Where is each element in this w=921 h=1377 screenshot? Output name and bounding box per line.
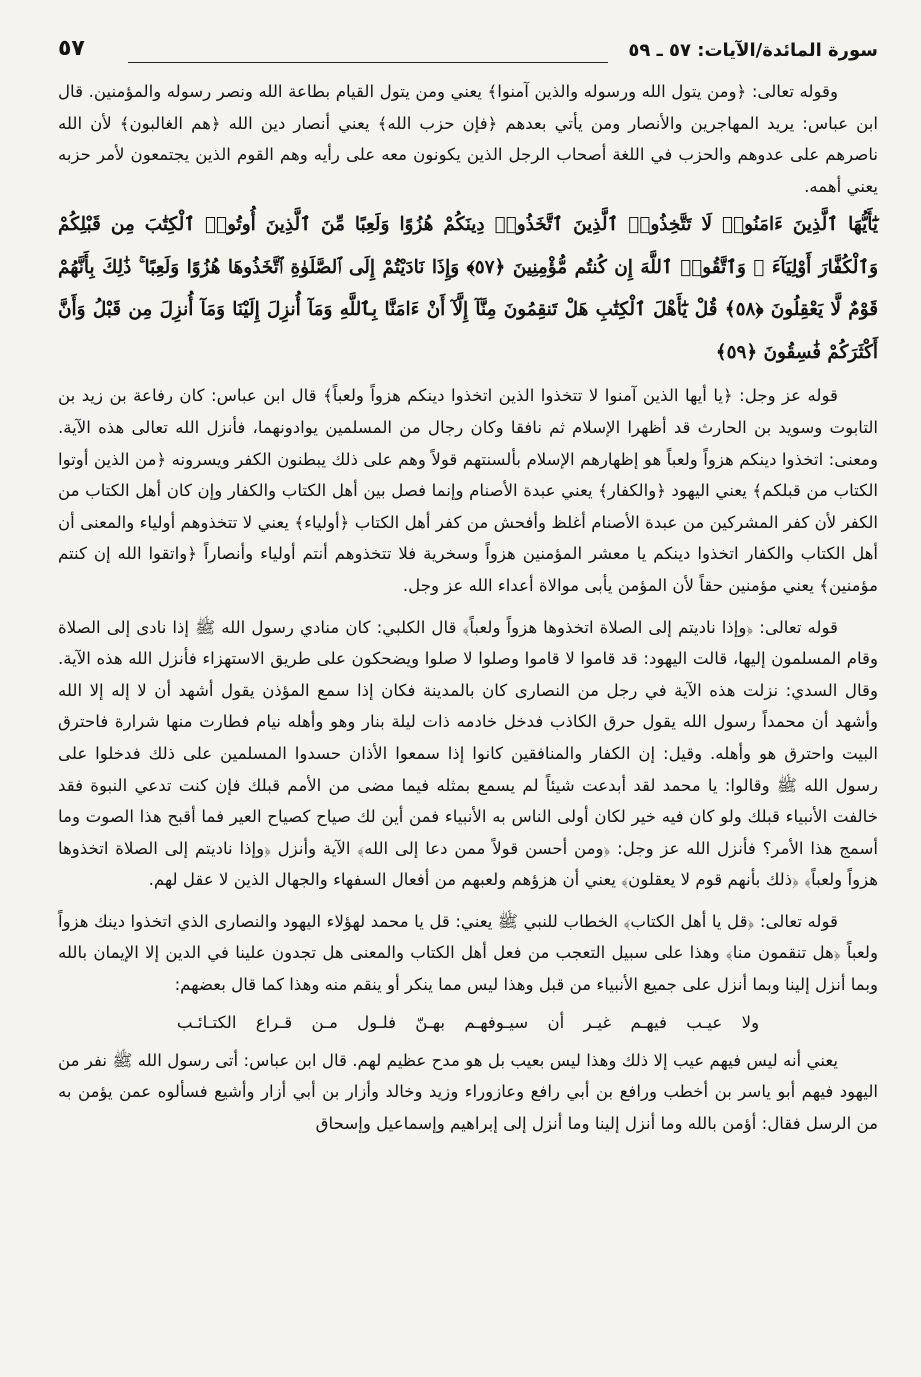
commentary-paragraph: وقوله تعالى: ﴿ومن يتول الله ورسوله والذين آمنوا﴾ يعني ومن يتول القيام بطاعة الله ونصر رسوله والمؤمنين. قال ابن عباس: يريد المهاجرين والأنصار ومن يأتي بعدهم ﴿فإن حزب الله﴾ يعني أنصار دين الله ﴿هم الغالبون﴾ لأن الله ناصرهم على عدوهم والحزب في اللغة أصحاب الرجل الذين يكونون معه على رأيه وهم القوم الذين يجتمعون لأمر حزبه يعني أهمه. [58, 82, 878, 196]
poem-first-hemistich: ولا عيـب فيهـم غيـر أن سيـوفهـم [464, 1012, 760, 1032]
page-number: ٥٧ [58, 36, 85, 61]
paragraph-gap [58, 896, 878, 906]
commentary-paragraph: يعني أنه ليس فيهم عيب إلا ذلك وهذا ليس بعيب بل هو مدح عظيم لهم. قال ابن عباس: أتى رسول الله ﷺ نفر من اليهود فيهم أبو ياسر بن أخطب ورافع بن أبي رافع وعازوراء وزيد وخالد وأزار بن أبي أزار وأشيع فسألوه عمن يؤمن به من الرسل فقال: أؤمن بالله وما أنزل إلينا وما أنزل إلى إبراهيم وإسماعيل وإسحاق [58, 1050, 878, 1133]
paragraph-gap [58, 602, 878, 612]
commentary-paragraph: قوله تعالى: ﴿قل يا أهل الكتاب﴾ الخطاب للنبي ﷺ يعني: قل يا محمد لهؤلاء اليهود والنصارى الذي اتخذوا دينك هزواً ولعباً ﴿هل تنقمون منا﴾ وهذا على سبيل التعجب من فعل أهل الكتاب والمعنى هل تجدون علينا في الدين إلا الإيمان بالله وبما أنزل إلينا وبما أنزل على جميع الأنبياء من قبل وهذا ليس مما ينكر أو ينقم منه وهذا كما قال بعضهم: [58, 911, 878, 995]
poem-second-hemistich: بهـنّ فلـول مـن قـراع الكتـائـب [176, 1012, 446, 1032]
running-title: سورة المائدة/الآيات: ٥٧ ـ ٥٩ [628, 40, 878, 61]
quran-verses-block: يَٰٓأَيُّهَا ٱلَّذِينَ ءَامَنُوا۟ لَا تَتَّخِذُوا۟ ٱلَّذِينَ ٱتَّخَذُوا۟ دِينَكُمْ هُزُوًا وَلَعِبًا مِّنَ ٱلَّذِينَ أُوتُوا۟ ٱلْكِتَٰبَ مِن قَبْلِكُمْ وَٱلْكُفَّارَ أَوْلِيَآءَ ۚ وَٱتَّقُوا۟ ٱللَّهَ إِن كُنتُم مُّؤْمِنِينَ ﴿٥٧﴾ وَإِذَا نَادَيْتُمْ إِلَى ٱلصَّلَوٰةِ ٱتَّخَذُوهَا هُزُوًا وَلَعِبًا ۚ ذَٰلِكَ بِأَنَّهُمْ قَوْمٌ لَّا يَعْقِلُونَ ﴿٥٨﴾ قُلْ يَٰٓأَهْلَ ٱلْكِتَٰبِ هَلْ تَنقِمُونَ مِنَّآ إِلَّآ أَنْ ءَامَنَّا بِٱللَّهِ وَمَآ أُنزِلَ إِلَيْنَا وَمَآ أُنزِلَ مِن قَبْلُ وَأَنَّ أَكْثَرَكُمْ فَٰسِقُونَ ﴿٥٩﴾ [58, 214, 878, 363]
document-page [58, 36, 878, 1346]
poem-verse [58, 1007, 878, 1039]
page-header [58, 36, 878, 76]
commentary-paragraph: قوله عز وجل: ﴿يا أيها الذين آمنوا لا تتخذوا الذين اتخذوا دينكم هزواً ولعباً﴾ قال ابن عباس: كان رفاعة بن زيد بن التابوت وسويد بن الحارث قد أظهرا الإسلام ثم نافقا وكان رجال من المسلمين يوادونهما، فأنزل الله تعالى هذه الآية. ومعنى: اتخذوا دينكم هزواً ولعباً هو إظهارهم الإسلام بألسنتهم قولاً وهم على ذلك يبطنون الكفر ويسرونه ﴿من الذين أوتوا الكتاب من قبلكم﴾ يعني اليهود ﴿والكفار﴾ يعني عبدة الأصنام وإنما فصل بين أهل الكتاب والكفار وإن كان أهل الكتاب من الكفر لأن كفر المشركين من عبدة الأصنام أغلظ وأفحش من كفر أهل الكتاب ﴿أولياء﴾ يعني لا تتخذوهم أولياء والمعنى أن أهل الكتاب والكفار اتخذوا دينكم يا معشر المؤمنين هزواً وسخرية فلا تتخذوهم أنتم أولياء وأنصاراً ﴿واتقوا الله إن كنتم مؤمنين﴾ يعني مؤمنين حقاً لأن المؤمن يأبى موالاة أعداء الله عز وجل. [58, 386, 878, 595]
header-rule [128, 62, 608, 63]
commentary-paragraph: قوله تعالى: ﴿وإذا ناديتم إلى الصلاة اتخذوها هزواً ولعباً﴾ قال الكلبي: كان منادي رسول الله ﷺ إذا نادى إلى الصلاة وقام المسلمون إليها، قالت اليهود: قد قاموا لا قاموا وصلوا لا صلوا ويضحكون على طريق الاستهزاء فأنزل الله هذه الآية. وقال السدي: نزلت هذه الآية في رجل من النصارى كان بالمدينة فكان إذا سمع المؤذن يقول أشهد أن لا إله إلا الله وأشهد أن محمداً رسول الله يقول حرق الكاذب فدخل خادمه ذات ليلة بنار وهو وأهله نيام فطارت منها شرارة فاحترق البيت واحترق هو وأهله. وقيل: إن الكفار والمنافقين كانوا إذا سمعوا الأذان حسدوا المسلمين على ذلك فدخلوا على رسول الله ﷺ وقالوا: يا محمد لقد أبدعت شيئاً لم يسمع بمثله فيما مضى من الأمم قبلك فإن كنت تدعي النبوة فقد خالفت الأنبياء قبلك ولو كان فيه خير لكان أولى الناس به الأنبياء فمن أين لك صياح كصياح العير فما أقبح هذا الصوت وما أسمج هذا الأمر؟ فأنزل الله عز وجل: ﴿ومن أحسن قولاً ممن دعا إلى الله﴾ الآية وأنزل ﴿وإذا ناديتم إلى الصلاة اتخذوها هزواً ولعباً﴾ ﴿ذلك بأنهم قوم لا يعقلون﴾ يعني أن هزؤهم ولعبهم من أفعال السفهاء والجهال الذين لا عقل لهم. [58, 617, 878, 890]
